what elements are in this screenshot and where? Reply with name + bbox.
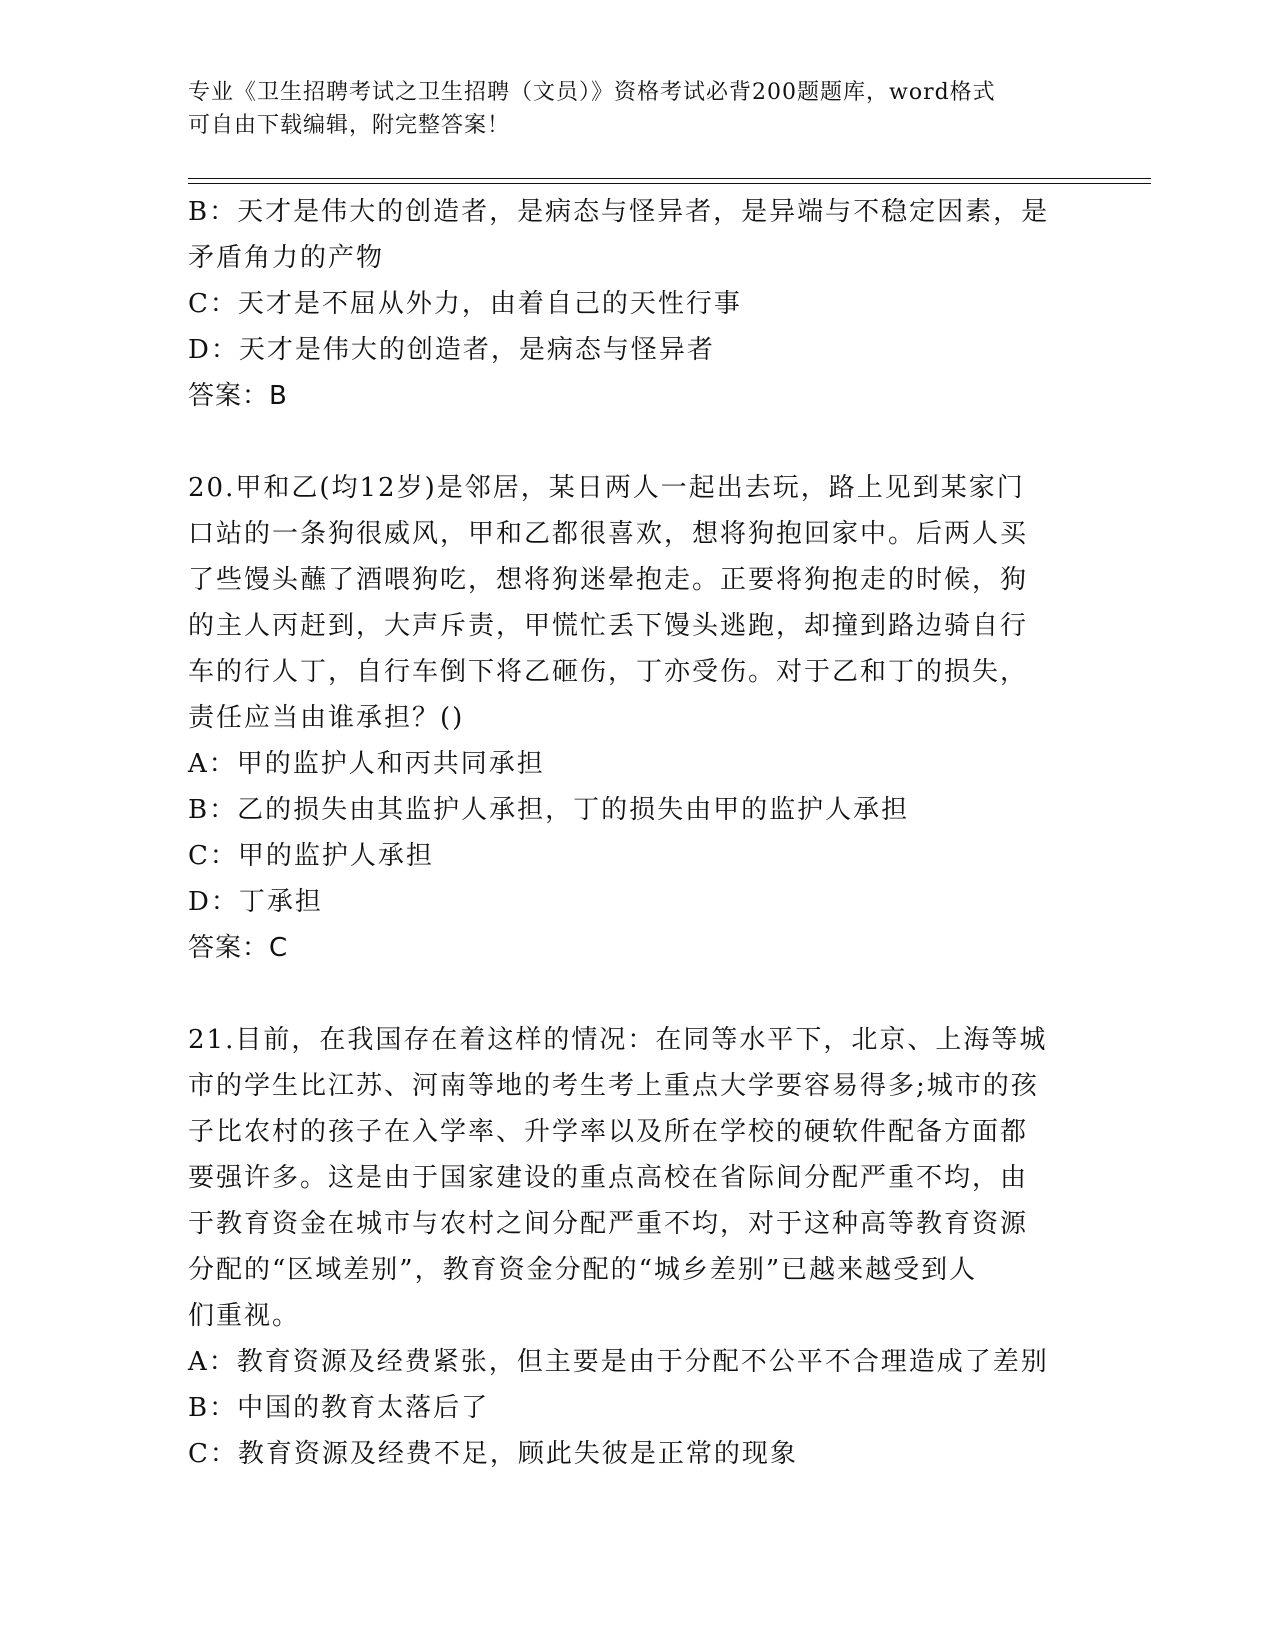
header-line-1: 专业《卫生招聘考试之卫生招聘（文员）》资格考试必背200题题库，word格式 <box>188 80 996 105</box>
option-a: A：教育资源及经费紧张，但主要是由于分配不公平不合理造成了差别 <box>188 1347 1049 1377</box>
answer: 答案：B <box>188 381 288 411</box>
question-stem-line: 的主人丙赶到，大声斥责，甲慌忙丢下馒头逃跑，却撞到路边骑自行 <box>188 611 1029 641</box>
question-stem-line: 了些馒头蘸了酒喂狗吃，想将狗迷晕抱走。正要将狗抱走的时候，狗 <box>188 565 1029 595</box>
question-stem-line: 21.目前，在我国存在着这样的情况：在同等水平下，北京、上海等城 <box>188 1025 1048 1055</box>
question-stem-line: 20.甲和乙(均12岁)是邻居，某日两人一起出去玩，路上见到某家门 <box>188 473 1025 503</box>
option-d: D：天才是伟大的创造者，是病态与怪异者 <box>188 335 715 365</box>
question-21 <box>188 1017 1068 1477</box>
option-c: C：天才是不屈从外力，由着自己的天性行事 <box>188 289 742 319</box>
question-stem-line: 责任应当由谁承担？() <box>188 703 465 733</box>
question-stem-line: 于教育资金在城市与农村之间分配严重不均，对于这种高等教育资源 <box>188 1209 1029 1239</box>
question-stem-line: 车的行人丁，自行车倒下将乙砸伤，丁亦受伤。对于乙和丁的损失， <box>188 657 1029 687</box>
header-divider-bottom <box>188 183 1151 184</box>
document-header <box>188 76 1088 142</box>
question-stem-line: 要强许多。这是由于国家建设的重点高校在省际间分配严重不均，由 <box>188 1163 1029 1193</box>
header-line-2: 可自由下载编辑，附完整答案！ <box>188 113 511 138</box>
option-b: B：中国的教育太落后了 <box>188 1393 490 1423</box>
header-divider-top <box>188 178 1151 179</box>
question-stem-line: 分配的“区域差别”，教育资金分配的“城乡差别”已越来越受到人 <box>188 1255 978 1285</box>
question-stem-line: 子比农村的孩子在入学率、升学率以及所在学校的硬软件配备方面都 <box>188 1117 1029 1147</box>
option-c: C：甲的监护人承担 <box>188 841 434 871</box>
option-a: A：甲的监护人和丙共同承担 <box>188 749 545 779</box>
option-d: D：丁承担 <box>188 887 323 917</box>
option-b-line-2: 矛盾角力的产物 <box>188 243 385 273</box>
question-stem-line: 们重视。 <box>188 1301 301 1331</box>
question-stem-line: 市的学生比江苏、河南等地的考生考上重点大学要容易得多;城市的孩 <box>188 1071 1039 1101</box>
question-stem-line: 口站的一条狗很威风，甲和乙都很喜欢，想将狗抱回家中。后两人买 <box>188 519 1029 549</box>
option-c: C：教育资源及经费不足，顾此失彼是正常的现象 <box>188 1439 798 1469</box>
answer: 答案：C <box>188 933 289 963</box>
option-b: B：乙的损失由其监护人承担，丁的损失由甲的监护人承担 <box>188 795 910 825</box>
document-body <box>188 189 1068 1477</box>
option-b-line-1: B：天才是伟大的创造者，是病态与怪异者，是异端与不稳定因素，是 <box>188 197 1050 227</box>
prev-question <box>188 189 1068 419</box>
question-20 <box>188 465 1068 971</box>
